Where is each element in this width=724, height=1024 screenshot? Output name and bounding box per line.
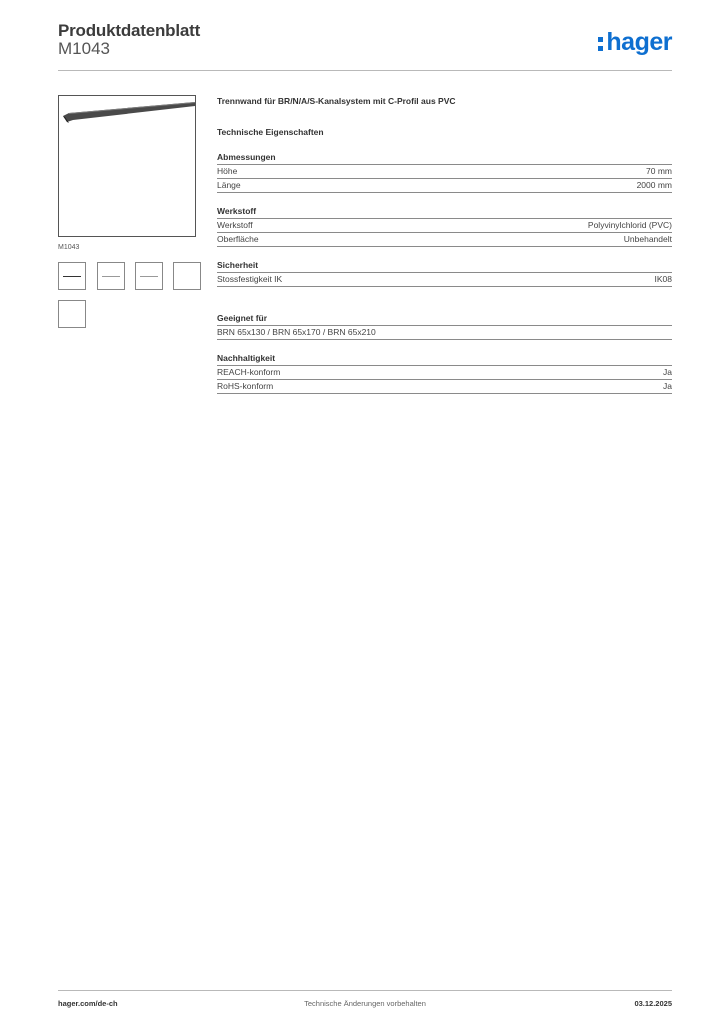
product-details bbox=[217, 96, 672, 394]
spec-value: 70 mm bbox=[646, 166, 672, 176]
page-header bbox=[58, 18, 672, 71]
section-title: Nachhaltigkeit bbox=[217, 353, 672, 366]
section-title: Abmessungen bbox=[217, 152, 672, 165]
section-geeignet-fuer bbox=[217, 313, 672, 340]
logo-dots-icon bbox=[598, 35, 604, 51]
spec-row bbox=[217, 273, 672, 287]
page-title: Produktdatenblatt bbox=[58, 21, 201, 40]
logo-text: hager bbox=[606, 28, 672, 56]
spec-row bbox=[217, 233, 672, 247]
thumbnail-5[interactable] bbox=[58, 300, 86, 328]
section-werkstoff bbox=[217, 206, 672, 247]
thumbnail-2[interactable] bbox=[97, 262, 125, 290]
spec-row bbox=[217, 219, 672, 233]
spec-label: Werkstoff bbox=[217, 220, 253, 230]
hager-logo bbox=[598, 28, 672, 56]
spec-row bbox=[217, 326, 672, 340]
tech-heading: Technische Eigenschaften bbox=[217, 127, 324, 137]
footer-website-link[interactable]: hager.com/de-ch bbox=[58, 999, 118, 1008]
section-title: Werkstoff bbox=[217, 206, 672, 219]
thumbnail-1[interactable] bbox=[58, 262, 86, 290]
product-description: Trennwand für BR/N/A/S-Kanalsystem mit C-Profil aus PVC bbox=[217, 96, 456, 106]
spec-row bbox=[217, 165, 672, 179]
spec-value: Ja bbox=[663, 381, 672, 391]
spec-label: BRN 65x130 / BRN 65x170 / BRN 65x210 bbox=[217, 327, 376, 337]
section-sicherheit bbox=[217, 260, 672, 287]
divider-profile-icon bbox=[59, 96, 197, 238]
product-number: M1043 bbox=[58, 39, 110, 58]
section-title: Geeignet für bbox=[217, 313, 672, 326]
image-caption: M1043 bbox=[58, 244, 80, 251]
thumbnail-line-icon bbox=[140, 276, 158, 277]
spec-value: Polyvinylchlorid (PVC) bbox=[587, 220, 672, 230]
spec-label: Oberfläche bbox=[217, 234, 259, 244]
spec-value: 2000 mm bbox=[636, 180, 672, 190]
thumbnail-line-icon bbox=[63, 276, 81, 277]
thumbnail-4[interactable] bbox=[173, 262, 201, 290]
spec-value: Ja bbox=[663, 367, 672, 377]
spec-row bbox=[217, 179, 672, 193]
page-footer bbox=[58, 990, 672, 1008]
section-title: Sicherheit bbox=[217, 260, 672, 273]
section-abmessungen bbox=[217, 152, 672, 193]
spec-row bbox=[217, 380, 672, 394]
section-nachhaltigkeit bbox=[217, 353, 672, 394]
spec-row bbox=[217, 366, 672, 380]
spec-value: Unbehandelt bbox=[623, 234, 672, 244]
thumbnail-line-icon bbox=[102, 276, 120, 277]
footer-disclaimer: Technische Änderungen vorbehalten bbox=[304, 999, 426, 1008]
spec-label: Höhe bbox=[217, 166, 238, 176]
spec-label: Stossfestigkeit IK bbox=[217, 274, 283, 284]
spec-label: REACH-konform bbox=[217, 367, 281, 377]
product-image[interactable] bbox=[58, 95, 196, 237]
footer-date: 03.12.2025 bbox=[634, 999, 672, 1008]
spec-label: Länge bbox=[217, 180, 241, 190]
spec-value: IK08 bbox=[654, 274, 672, 284]
spec-label: RoHS-konform bbox=[217, 381, 274, 391]
thumbnail-3[interactable] bbox=[135, 262, 163, 290]
